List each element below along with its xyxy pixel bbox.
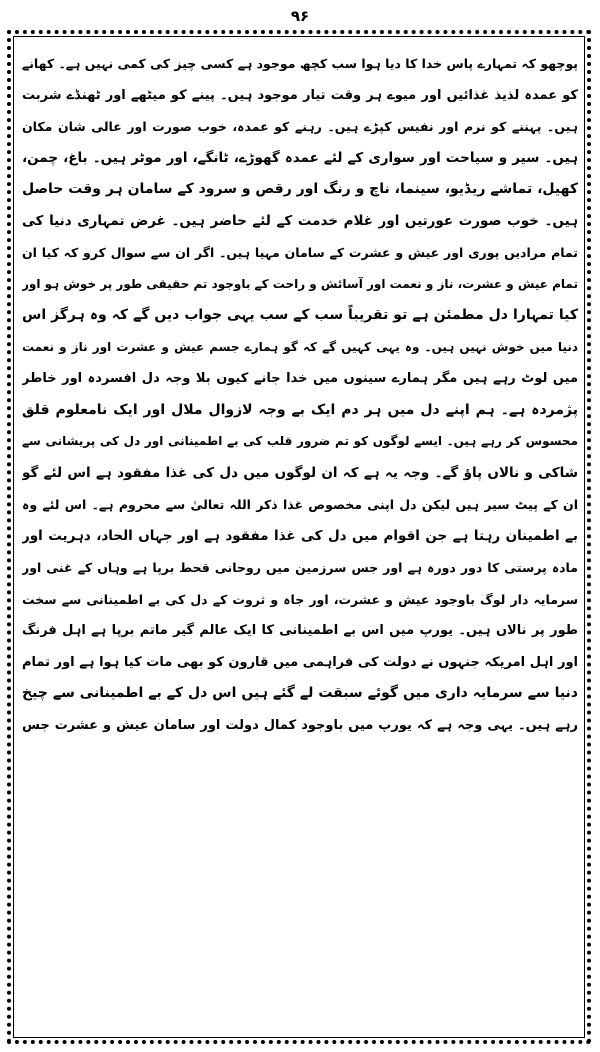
text-line: مادہ پرستی کا دور دورہ ہے اور جس سرزمین میں روحانی قحط برپا ہے وہاں کے غنی اور (22, 560, 578, 575)
text-line: میں لوٹ رہے ہیں مگر ہمارے سینوں میں خدا جانے کیوں بلا وجہ دل افسردہ اور خاطر (22, 371, 578, 386)
text-line: پوچھو کہ تمہارے پاس خدا کا دیا ہوا سب کچھ موجود ہے کسی چیز کی کمی نہیں ہے۔ کھانے (22, 56, 578, 71)
text-line: سرمایہ دار لوگ باوجود عیش و عشرت، اور جاہ و ثروت کے دل کی بے اطمینانی سے سخت (22, 591, 578, 607)
page-number: ۹۶ (290, 7, 310, 25)
text-line: دنیا میں خوش نہیں ہیں۔ وہ یہی کہیں گے کہ گو ہمارے جسم عیش و عشرت اور ناز و نعمت (22, 339, 578, 354)
text-line: شاکی و نالاں پاؤ گے۔ وجہ یہ ہے کہ ان لوگوں میں دل کی غذا مفقود ہے اس لئے گو (22, 464, 578, 481)
text-line: ان کے پیٹ سیر ہیں لیکن دل اپنی مخصوص غذا ذکر اللہ تعالیٰ سے محروم ہے۔ اس لئے وہ (22, 497, 578, 512)
text-line: کھیل، تماشے ریڈیو، سینما، ناچ و رنگ اور رقص و سرود کے سامان ہر وقت حاصل (22, 181, 578, 197)
text-line: محسوس کر رہے ہیں۔ ایسے لوگوں کو تم ضرور قلب کی بے اطمینانی اور دل کی پریشانی سے (22, 434, 578, 448)
text-line: کو عمدہ لذیذ غذائیں اور میوے ہر وقت تیار موجود ہیں۔ پینے کو میٹھے اور ٹھنڈے شربت (22, 87, 578, 103)
text-line: تمام مرادیں پوری اور عیش و عشرت کے سامان مہیا ہیں۔ اگر ان سے سوال کرو کہ کیا ان (22, 245, 578, 260)
text-line: بے اطمینان رہتا ہے جن اقوام میں دل کی غذا مفقود ہے اور جہاں الحاد، دہریت اور (22, 527, 578, 544)
text-line: اور اہل امریکہ جنہوں نے دولت کی فراہمی میں قارون کو بھی مات کیا ہوا ہے اور تمام (22, 654, 578, 670)
text-line: ہیں۔ سیر و سیاحت اور سواری کے لئے عمدہ گھوڑے، ٹانگے، اور موٹر ہیں۔ باغ، چمن، (22, 149, 578, 166)
text-line: کیا تمہارا دل مطمئن ہے تو تقریباً سب کے سب یہی جواب دیں گے کہ وہ ہرگز اس (22, 307, 578, 323)
text-line: طور پر نالاں ہیں۔ یورپ میں اس بے اطمینانی کا ایک عالم گیر ماتم برپا ہے اہل فرنگ (22, 623, 578, 638)
body-text (22, 48, 578, 741)
text-line: ہیں۔ خوب صورت عورتیں اور غلام خدمت کے لئے حاضر ہیں۔ غرض تمہاری دنیا کی (22, 212, 578, 229)
text-line: ہیں۔ پہننے کو نرم اور نفیس کپڑے ہیں۔ رہنے کو عمدہ، خوب صورت اور عالی شان مکان (22, 119, 578, 134)
text-line: دنیا سے سرمایہ داری میں گوئے سبقت لے گئے ہیں اس دل کے بے اطمینانی سے چیخ (22, 685, 578, 701)
text-line: تمام عیش و عشرت، ناز و نعمت اور آسائش و راحت کے باوجود تم حقیقی طور پر خوش ہو اور (22, 276, 578, 291)
text-line: رہے ہیں۔ یہی وجہ ہے کہ یورپ میں باوجود کمال دولت اور سامان عیش و عشرت جس (22, 717, 578, 733)
text-line: پژمردہ ہے۔ ہم اپنے دل میں ہر دم ایک بے وجہ لازوال ملال اور ایک نامعلوم قلق (22, 401, 578, 418)
